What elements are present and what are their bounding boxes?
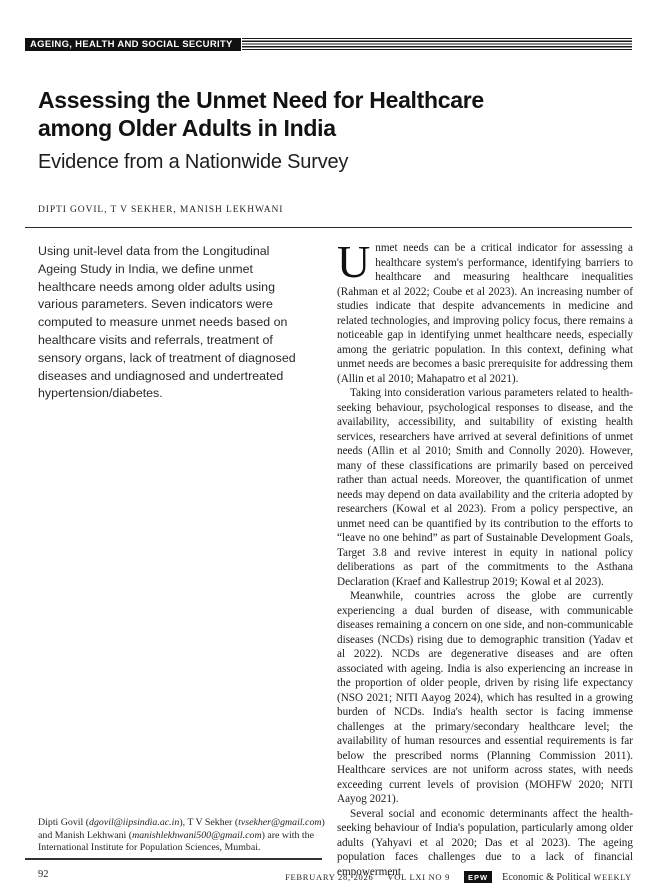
author-email: tvsekher@gmail.com: [238, 817, 322, 828]
article-body: [337, 236, 633, 879]
drop-cap: U: [337, 236, 371, 287]
author-byline: DIPTI GOVIL, T V SEKHER, MANISH LEKHWANI: [38, 205, 284, 215]
byline-divider: [25, 227, 632, 228]
section-kicker-label: AGEING, HEALTH AND SOCIAL SECURITY: [25, 38, 241, 51]
author-email: manishlekhwani500@gmail.com: [132, 829, 262, 841]
journal-name-weekly: WEEKLY: [593, 872, 632, 882]
footer-volume: VOL LXI NO 9: [387, 872, 451, 882]
page-number: 92: [38, 869, 49, 880]
article-title-line1: Assessing the Unmet Need for Healthcare: [38, 87, 484, 113]
body-paragraph-1: [337, 236, 633, 386]
article-title: [38, 86, 618, 142]
affiliation-text: Dipti Govil (: [38, 817, 90, 828]
author-affiliation: Dipti Govil (dgovil@iipsindia.ac.in), T V Sekher (tvsekher@gmail.com) and Manish Lekhwani (manishlekhwani500@gmail.com) are with the International Institute for Population Sciences, Mumbai.: [38, 817, 325, 854]
footer-divider: [25, 858, 322, 860]
author-email: dgovil@iipsindia.ac.in: [89, 817, 180, 828]
kicker-stripes-decoration: [242, 38, 632, 51]
article-subtitle: Evidence from a Nationwide Survey: [38, 151, 349, 173]
journal-name: Economic & Political: [502, 871, 591, 883]
footer-date: FEBRUARY 28, 2026: [285, 872, 374, 882]
body-paragraph-2: Taking into consideration various parameters related to health-seeking behaviour, psychological responses to disease, and the availability, accessibility, and suitability of existing health services, researchers have arrived at several definitions of unmet needs (Allin et al 2010; Smith and Connolly 2020). However, many of these classifications are primarily based on perceived rather than actual needs. Moreover, the quantification of unmet needs may depend on data availability and the criteria adopted by researchers (Kowal et al 2023). From a policy perspective, an unmet need can be quantified by its contribution to the efforts to “leave no one behind” as part of Sustainable Development Goals, Target 3.8 and revive interest in equity in national policy deliberations as part of the commitments to the Asthana Declaration (Kraef and Kallestrup 2019; Kowal et al 2023).: [337, 387, 633, 588]
article-title-line2: among Older Adults in India: [38, 115, 336, 141]
body-paragraph-1-text: nmet needs can be a critical indicator for assessing a healthcare system's performance, identifying barriers to healthcare and measuring healthcare inequalities (Rahman et al 2022; Coube et al 2023). An increasing number of studies indicate that despite advancements in medicine and related technologies, and improving policy focus, there remains a noticeable gap in identifying unmet healthcare needs, especially among the geriatric population. In this context, defining what unmet needs are becomes a basic prerequisite for addressing them (Allin et al 2010; Mahapatro et al 2021).: [337, 242, 633, 385]
section-kicker-bar: [25, 38, 632, 51]
body-paragraph-3: Meanwhile, countries across the globe are currently experiencing a dual burden of disease, with communicable diseases remaining a concern on one side, and non-communicable diseases (NCDs) rising due to demographic transition (Yadav et al 2022). NCDs are degenerative diseases and are often associated with ageing. India is also experiencing an increase in the proportion of older people, driven by rising life expectancy (NSO 2021; NITI Aayog 2024), which has resulted in a growing burden of NCDs. India's health sector is facing immense challenges at the primary/secondary healthcare level; the availability of human resources and essential requirements is far below the prescribed norms (Planning Commission 2011). Healthcare services are not uniform across states, with needs exceeding current levels of provision (MOHFW 2020; NITI Aayog 2021).: [337, 590, 633, 805]
abstract-text: Using unit-level data from the Longitudinal Ageing Study in India, we define unmet healthcare needs among older adults using various parameters. Seven indicators were computed to measure unmet needs based on healthcare visits and referrals, treatment of sensory organs, lack of treatment of diagnosed diseases and undiagnosed and undertreated hypertension/diabetes.: [38, 244, 296, 401]
journal-footer: [285, 871, 632, 883]
epw-logo: EPW: [464, 871, 492, 883]
body-paragraph-4: Several social and economic determinants affect the health-seeking behaviour of India's population, particularly among older adults (Yahyavi et al 2020; Das et al 2023). The ageing population faces challenges due to a lack of financial empowerment: [337, 807, 633, 878]
